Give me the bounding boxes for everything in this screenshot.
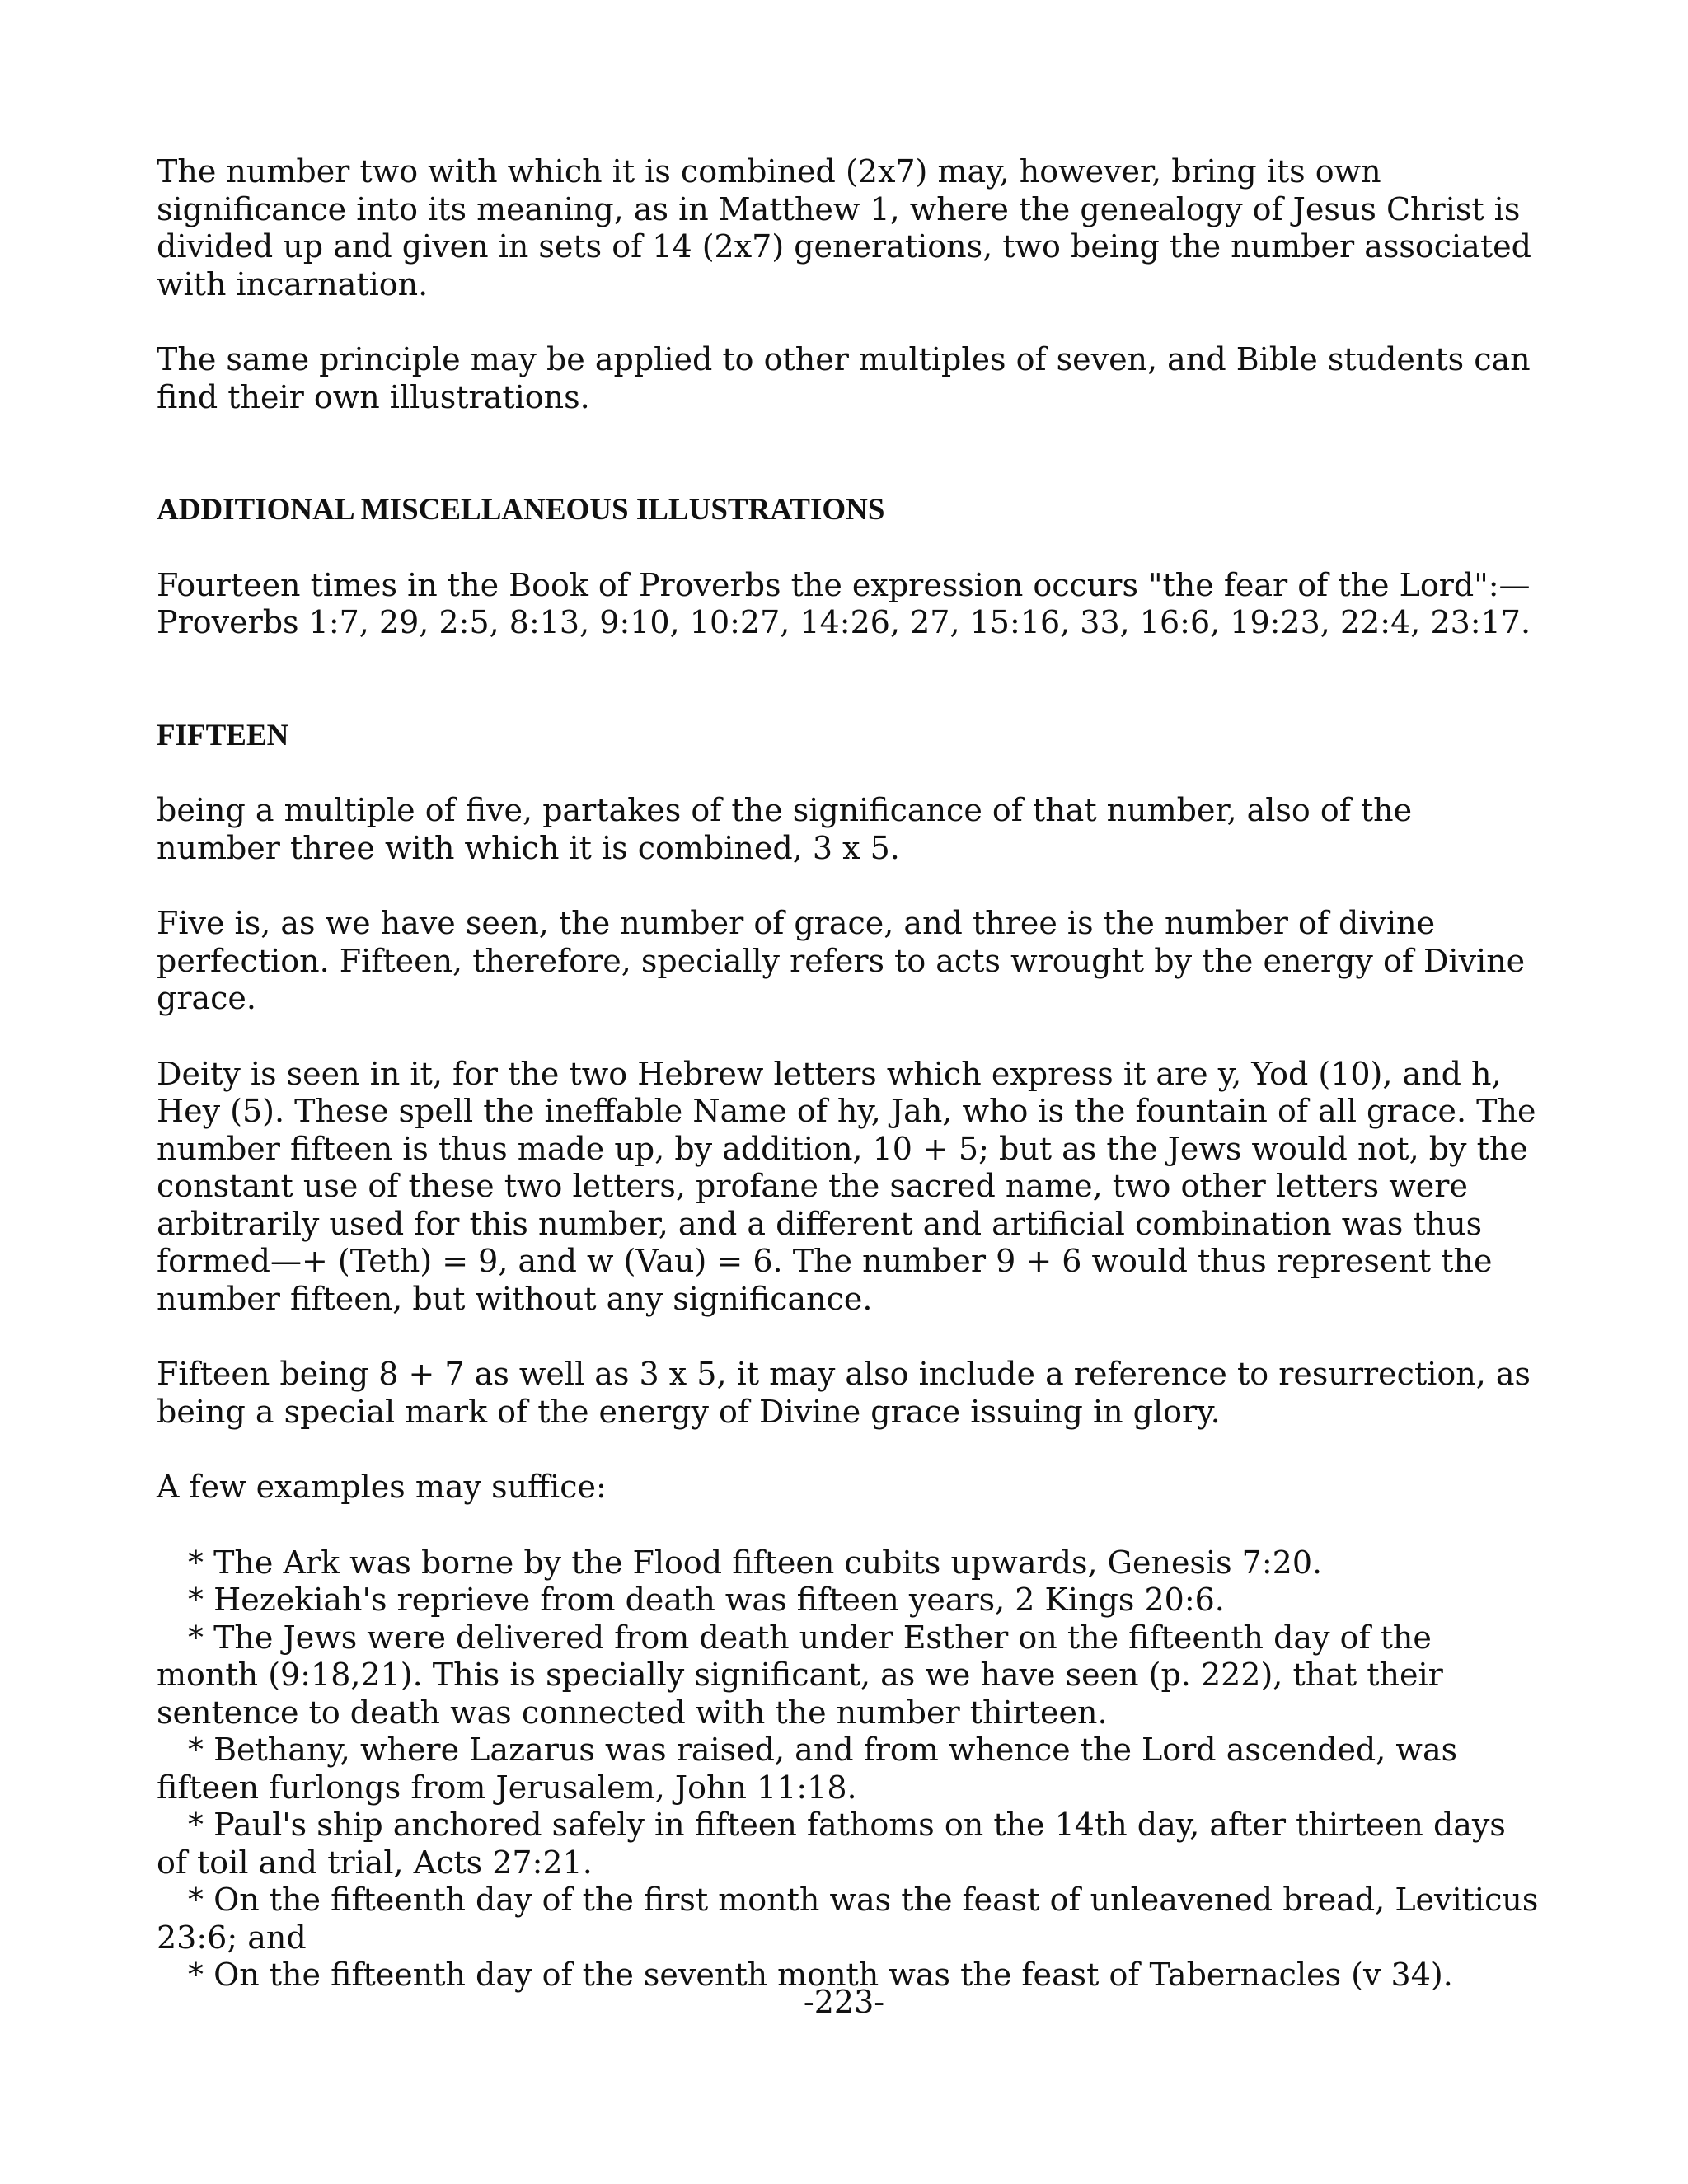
list-item: * Bethany, where Lazarus was raised, and from whence the Lord ascended, was fifteen furlongs from Jerusalem, John 11:18.	[157, 1732, 1458, 1806]
paragraph-fifteen-2: Five is, as we have seen, the number of grace, and three is the number of divine perfection. Fifteen, therefore, specially refers to acts wrought by the energy of Divine grace.	[157, 905, 1526, 1016]
paragraph-intro-2: The same principle may be applied to other multiples of seven, and Bible students can find their own illustrations.	[157, 341, 1531, 415]
list-item: * Paul's ship anchored safely in fifteen fathoms on the 14th day, after thirteen days of toil and trial, Acts 27:21.	[157, 1807, 1506, 1881]
paragraph-fifteen-5: A few examples may suffice:	[157, 1469, 607, 1505]
list-item: * The Ark was borne by the Flood fifteen cubits upwards, Genesis 7:20.	[188, 1544, 1323, 1581]
list-item: * Hezekiah's reprieve from death was fifteen years, 2 Kings 20:6.	[188, 1582, 1225, 1618]
page-body	[157, 153, 1541, 1994]
paragraph-fifteen-1: being a multiple of five, partakes of the significance of that number, also of the number three with which it is combined, 3 x 5.	[157, 792, 1413, 866]
paragraph-fifteen-3: Deity is seen in it, for the two Hebrew letters which express it are y, Yod (10), and h, Hey (5). These spell the ineffable Name of hy, Jah, who is the fountain of all grace. The number fifteen is thus made up, by addition, 10 + 5; but as the Jews would not, by the constant use of these two letters, profane the sacred name, two other letters were arbitrarily used for this number, and a different and artificial combination was thus formed—+ (Teth) = 9, and w (Vau) = 6. The number 9 + 6 would thus represent the number fifteen, but without any significance.	[157, 1055, 1536, 1317]
list-item: * The Jews were delivered from death under Esther on the fifteenth day of the month (9:18,21). This is specially significant, as we have seen (p. 222), that their sentence to death was connected with the number thirteen.	[157, 1619, 1443, 1731]
examples-list	[157, 1544, 1541, 1994]
paragraph-proverbs: Fourteen times in the Book of Proverbs the expression occurs "the fear of the Lord":— Proverbs 1:7, 29, 2:5, 8:13, 9:10, 10:27, 14:26, 27, 15:16, 33, 16:6, 19:23, 22:4, 23:17.	[157, 566, 1531, 640]
paragraph-fifteen-4: Fifteen being 8 + 7 as well as 3 x 5, it may also include a reference to resurrection, as being a special mark of the energy of Divine grace issuing in glory.	[157, 1356, 1531, 1430]
section-heading-fifteen: FIFTEEN	[157, 718, 289, 752]
list-item: * On the fifteenth day of the first month was the feast of unleavened bread, Leviticus 23:6; and	[157, 1882, 1539, 1956]
page-number: -223-	[803, 1984, 885, 2020]
paragraph-intro-1: The number two with which it is combined (2x7) may, however, bring its own significance into its meaning, as in Matthew 1, where the genealogy of Jesus Christ is divided up and given in sets of 14 (2x7) generations, two being the number associated with incarnation.	[157, 153, 1531, 302]
section-heading-additional: ADDITIONAL MISCELLANEOUS ILLUSTRATIONS	[157, 493, 885, 527]
list-item: * On the fifteenth day of the seventh month was the feast of Tabernacles (v 34).	[188, 1957, 1453, 1993]
